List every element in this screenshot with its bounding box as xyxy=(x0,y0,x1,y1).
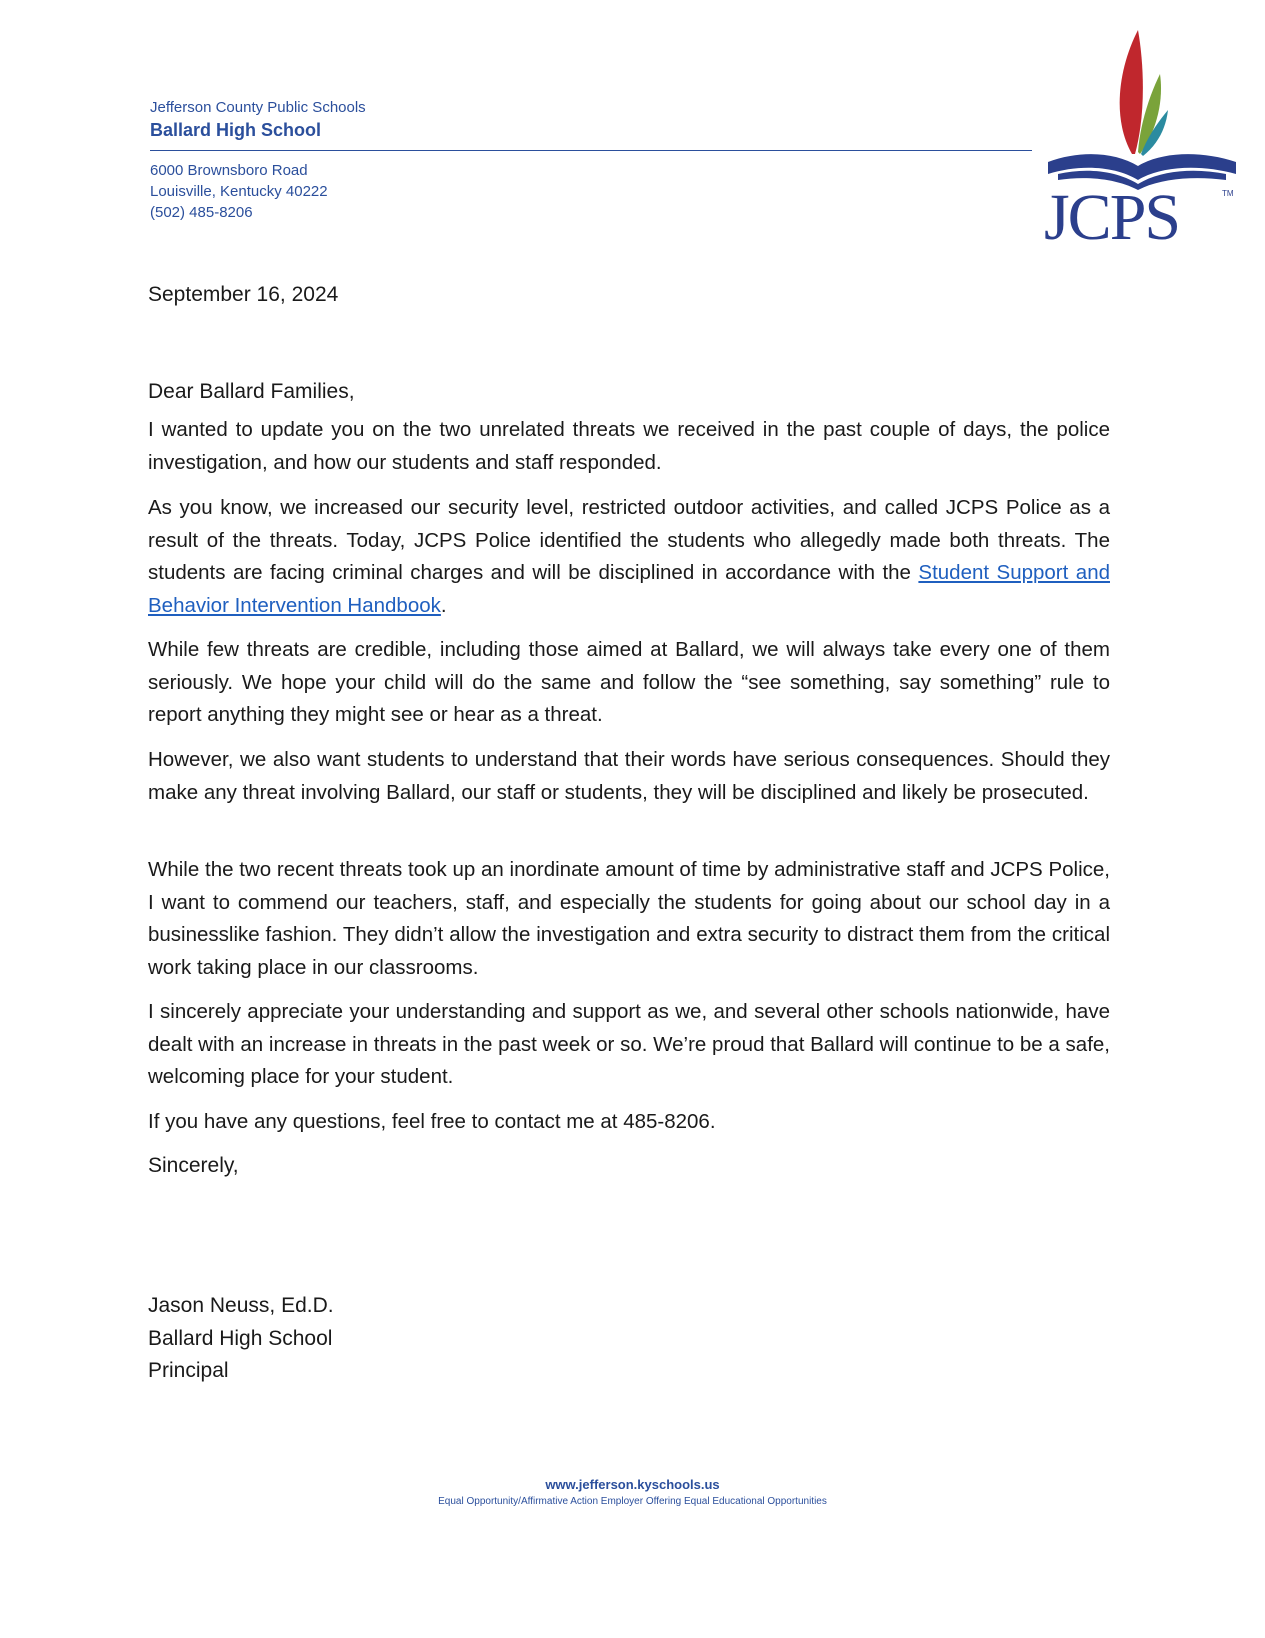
letter-date: September 16, 2024 xyxy=(148,283,339,306)
handbook-link[interactable]: Student Support and Behavior Intervention Handbook xyxy=(148,561,1110,617)
paragraph-1: I wanted to update you on the two unrelated threats we received in the past couple of days, the police investigation, and how our students and staff responded. xyxy=(148,418,1110,474)
closing: Sincerely, xyxy=(148,1154,239,1177)
footer-eo-statement: Equal Opportunity/Affirmative Action Employer Offering Equal Educational Opportunities xyxy=(438,1496,827,1507)
paragraph-2 xyxy=(148,492,1110,622)
address-phone: (502) 485-8206 xyxy=(150,204,253,221)
paragraph-4: However, we also want students to understand that their words have serious consequences. Should they make any threat involving Ballard, our staff or students, they will be disciplined and likely be prosecuted. xyxy=(148,748,1110,804)
footer xyxy=(0,1476,1265,1510)
paragraph-2-end: . xyxy=(440,593,447,617)
letterhead xyxy=(150,98,366,142)
paragraph-7: If you have any questions, feel free to contact me at 485-8206. xyxy=(148,1110,716,1133)
salutation: Dear Ballard Families, xyxy=(148,380,355,403)
address-street: 6000 Brownsboro Road xyxy=(150,162,308,179)
paragraph-3: While few threats are credible, including those aimed at Ballard, we will always take every one of them seriously. We hope your child will do the same and follow the “see something, say something” rule to report anything they might see or hear as a threat. xyxy=(148,638,1110,726)
paragraph-5: While the two recent threats took up an inordinate amount of time by administrative staff and JCPS Police, I want to commend our teachers, staff, and especially the students for going about our school day in a businesslike fashion. They didn’t allow the investigation and extra security to distract them from the critical work taking place in our classrooms. xyxy=(148,858,1110,979)
logo-trademark: TM xyxy=(1222,189,1234,198)
signer-title: Principal xyxy=(148,1359,229,1382)
school-name: Ballard High School xyxy=(150,120,322,140)
district-name: Jefferson County Public Schools xyxy=(150,99,366,116)
footer-website: www.jefferson.kyschools.us xyxy=(545,1477,720,1492)
paragraph-6: I sincerely appreciate your understanding and support as we, and several other schools nationwide, have dealt with an increase in threats in the past week or so. We’re proud that Ballard will continue to be a safe, welcoming place for your student. xyxy=(148,1000,1110,1088)
paragraph-2-text: As you know, we increased our security level, restricted outdoor activities, and called JCPS Police as a result of the threats. Today, JCPS Police identified the students who allegedly made both threats. The students are facing criminal charges and will be disciplined in accordance with the xyxy=(148,496,1110,584)
jcps-logo xyxy=(1040,24,1240,244)
signer-school: Ballard High School xyxy=(148,1326,333,1350)
logo-red-leaf-icon xyxy=(1120,30,1143,154)
letterhead-divider xyxy=(150,150,1032,151)
logo-wordmark: JCPS xyxy=(1044,181,1180,244)
address-city: Louisville, Kentucky 40222 xyxy=(150,183,328,200)
school-address xyxy=(150,160,328,223)
signer-name: Jason Neuss, Ed.D. xyxy=(148,1294,334,1317)
signature-block xyxy=(148,1290,334,1388)
